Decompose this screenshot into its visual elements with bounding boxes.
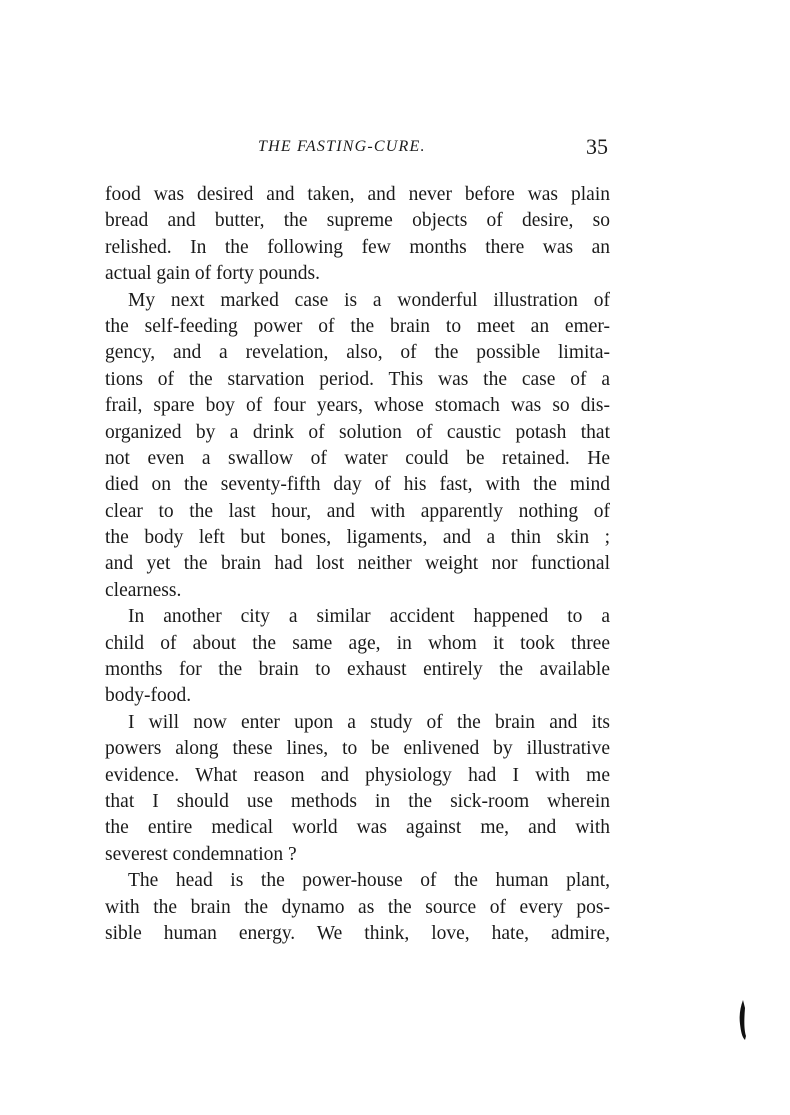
text-line: months for the brain to exhaust entirely the available	[105, 659, 610, 681]
text-line: body-food.	[105, 685, 192, 707]
text-line: gency, and a revelation, also, of the possible limita-	[105, 342, 610, 364]
text-line: the entire medical world was against me, and with	[105, 817, 610, 839]
text-line: actual gain of forty pounds.	[105, 263, 320, 285]
text-line: The head is the power-house of the human plant,	[128, 870, 610, 892]
text-line: clearness.	[105, 579, 182, 601]
text-line: tions of the starvation period. This was the case of a	[105, 368, 610, 390]
text-line: evidence. What reason and physiology had I with me	[105, 764, 610, 786]
text-line: powers along these lines, to be enlivened by illustrative	[105, 738, 610, 760]
text-line: the self-feeding power of the brain to meet an emer-	[105, 315, 610, 337]
text-line: severest condemnation ?	[105, 843, 297, 865]
text-line: and yet the brain had lost neither weight nor functional	[105, 553, 610, 575]
running-title: THE FASTING-CURE.	[258, 138, 426, 155]
text-line: that I should use methods in the sick-room wherein	[105, 790, 610, 812]
text-line: child of about the same age, in whom it took three	[105, 632, 610, 654]
text-line: the body left but bones, ligaments, and a thin skin ;	[105, 527, 610, 549]
text-line: bread and butter, the supreme objects of desire, so	[105, 210, 610, 232]
text-line: I will now enter upon a study of the brain and its	[128, 711, 610, 733]
text-line: My next marked case is a wonderful illustration of	[128, 289, 610, 311]
text-line: died on the seventy-fifth day of his fast, with the mind	[105, 474, 610, 496]
body-text	[105, 182, 610, 947]
text-line: with the brain the dynamo as the source of every pos-	[105, 896, 610, 918]
text-line: not even a swallow of water could be retained. He	[105, 447, 610, 469]
text-line: frail, spare boy of four years, whose stomach was so dis-	[105, 395, 610, 417]
text-line: sible human energy. We think, love, hate, admire,	[105, 922, 610, 944]
text-line: food was desired and taken, and never before was plain	[105, 184, 610, 205]
text-line: clear to the last hour, and with apparently nothing of	[105, 500, 610, 522]
text-line: organized by a drink of solution of caustic potash that	[105, 421, 610, 443]
binding-mark	[739, 1000, 746, 1040]
text-line: In another city a similar accident happened to a	[128, 606, 610, 628]
page-number: 35	[586, 134, 608, 159]
text-line: relished. In the following few months there was an	[105, 236, 610, 258]
